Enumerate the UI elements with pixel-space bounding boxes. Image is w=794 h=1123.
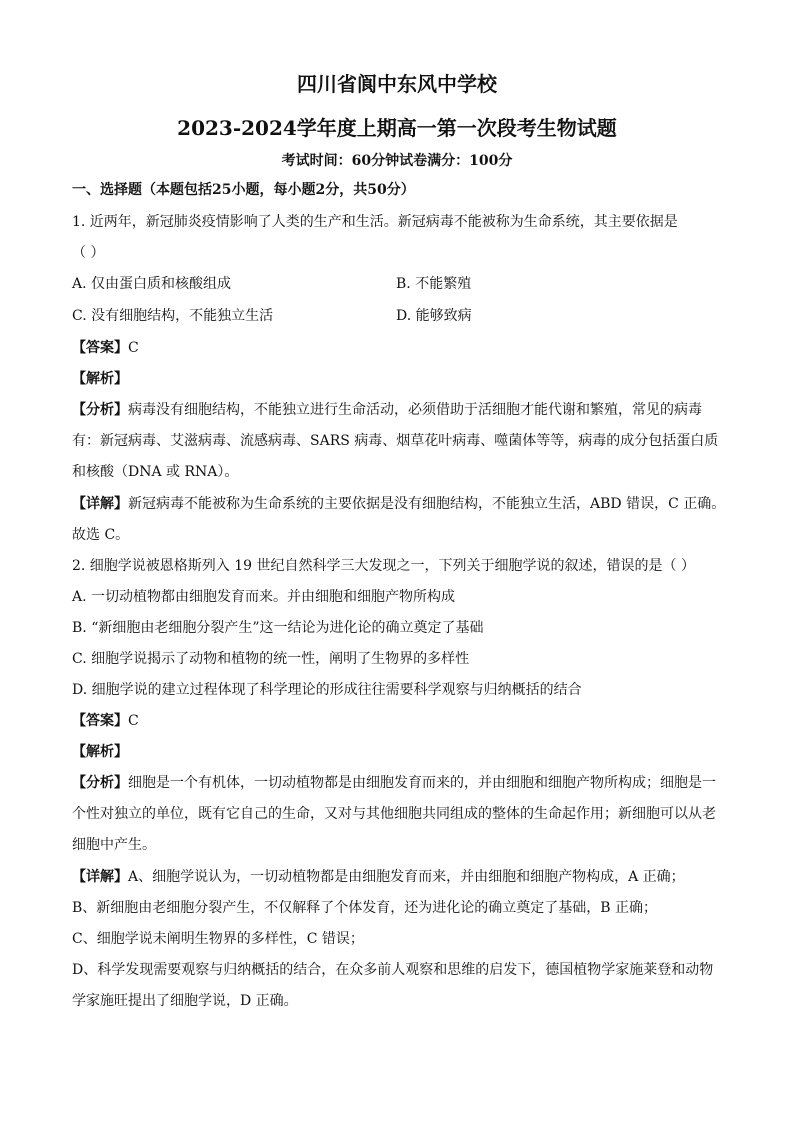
q2-option-b: B. “新细胞由老细胞分裂产生”这一结论为进化论的确立奠定了基础 [72,620,484,636]
q2-fenxi-text1: 细胞是一个有机体，一切动植物都是由细胞发育而来的，并由细胞和细胞产物所构成；细胞是一 [128,775,716,791]
q2-xiangjie-line3: C、细胞学说未阐明生物界的多样性，C 错误； [72,931,364,947]
q2-fenxi-line1 [72,773,716,793]
exam-title: 2023-2024学年度上期高一第一次段考生物试题 [177,116,617,140]
fenxi-label: 【 分析 】 [72,402,128,418]
q1-option-a: A. 仅由蛋白质和核酸组成 [72,276,232,292]
q1-answer [72,338,139,358]
q2-xiangjie-line1 [72,867,685,887]
xiangjie-label: 【 详解 】 [72,869,128,885]
q2-answer [72,711,139,731]
q2-xiangjie-text1: A、细胞学说认为，一切动植物都是由细胞发育而来，并由细胞和细胞产物构成，A 正确； [128,869,685,885]
section-heading: 一、选择题（本题包括25小题，每小题2分，共50分） [72,182,415,198]
q1-stem-line2: （ ） [72,245,105,261]
q1-option-b: B. 不能繁殖 [396,276,472,292]
q2-xiangjie-line2: B、新细胞由老细胞分裂产生，不仅解释了个体发育，还为进化论的确立奠定了基础，B 正确； [72,900,658,916]
xiangjie-label: 【 详解 】 [72,496,128,512]
q1-fenxi-line2: 有：新冠病毒、艾滋病毒、流感病毒、SARS 病毒、烟草花叶病毒、噬菌体等等，病毒的成分包括蛋白质 [72,433,719,449]
q2-xiangjie-line4: D、科学发现需要观察与归纳概括的结合，在众多前人观察和思维的启发下，德国植物学家施莱登和动物 [72,962,714,978]
q1-answer-value: C [128,340,139,356]
q1-option-c: C. 没有细胞结构，不能独立生活 [72,308,274,324]
q1-stem-line1: 1. 近两年，新冠肺炎疫情影响了人类的生产和生活。新冠病毒不能被称为生命系统，其主要依据是 [72,214,678,230]
q2-xiangjie-line5: 学家施旺提出了细胞学说，D 正确。 [72,993,298,1009]
q1-analysis-label [72,369,128,389]
answer-label: 【 答案 】 [72,340,128,356]
analysis-label: 【 解析 】 [72,744,128,760]
school-name: 四川省阆中东风中学校 [297,72,497,96]
analysis-label: 【 解析 】 [72,371,128,387]
fenxi-label: 【 分析 】 [72,775,128,791]
q1-xiangjie-text1: 新冠病毒不能被称为生命系统的主要依据是没有细胞结构，不能独立生活，ABD 错误，C 正确。 [128,496,726,512]
q2-option-a: A. 一切动植物都由细胞发育而来。并由细胞和细胞产物所构成 [72,589,456,605]
q2-option-c: C. 细胞学说揭示了动物和植物的统一性，阐明了生物界的多样性 [72,651,470,667]
q2-analysis-label [72,742,128,762]
q1-xiangjie-line2: 故选 C。 [72,527,130,543]
exam-info: 考试时间：60分钟试卷满分：100分 [281,153,513,169]
q1-fenxi-line1 [72,400,702,420]
q1-xiangjie-line1 [72,494,725,514]
q2-stem-line1: 2. 细胞学说被恩格斯列入 19 世纪自然科学三大发现之一，下列关于细胞学说的叙述，错误的是（ ） [72,558,695,574]
q1-option-d: D. 能够致病 [396,308,472,324]
q2-fenxi-line3: 细胞中产生。 [72,837,156,853]
q2-fenxi-line2: 个性对独立的单位，既有它自己的生命，又对与其他细胞共同组成的整体的生命起作用；新细胞可以从老 [72,806,716,822]
q1-fenxi-text1: 病毒没有细胞结构，不能独立进行生命活动，必须借助于活细胞才能代谢和繁殖，常见的病毒 [128,402,702,418]
answer-label: 【 答案 】 [72,713,128,729]
q2-answer-value: C [128,713,139,729]
q1-fenxi-line3: 和核酸（DNA 或 RNA）。 [72,464,239,480]
q2-option-d: D. 细胞学说的建立过程体现了科学理论的形成往往需要科学观察与归纳概括的结合 [72,682,582,698]
